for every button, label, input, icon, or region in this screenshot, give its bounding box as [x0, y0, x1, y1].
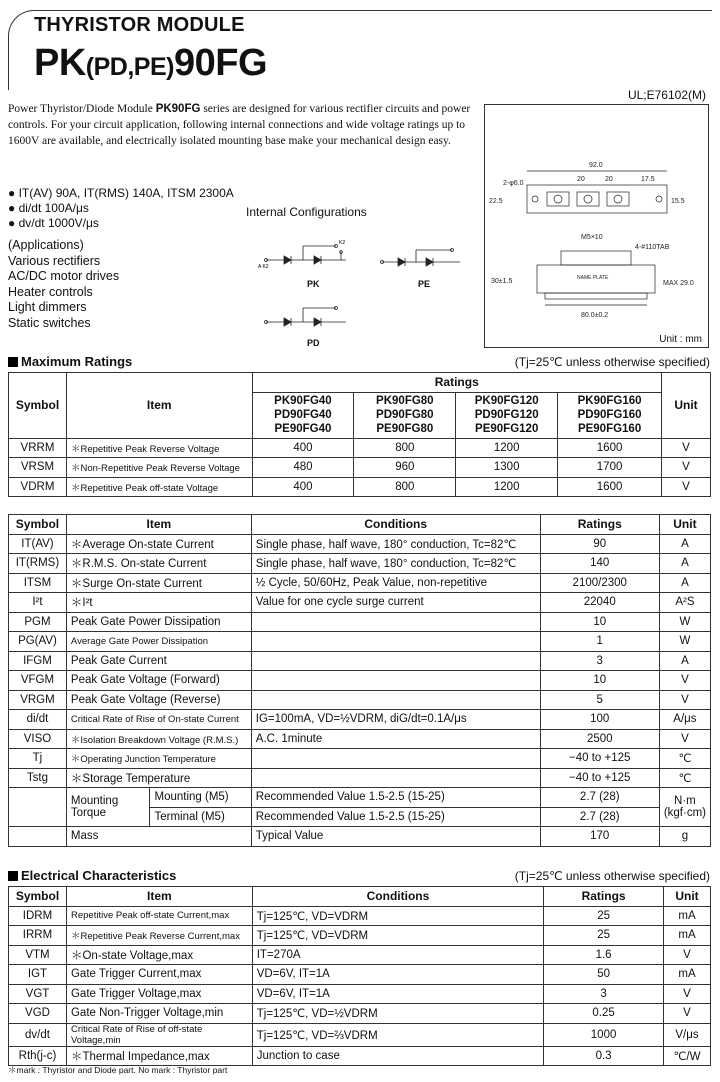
table-row: [9, 612, 711, 632]
mounting-row: [9, 788, 711, 808]
max-ratings-title: [8, 354, 132, 369]
cell-conditions: Recommended Value 1.5-2.5 (15-25): [251, 807, 540, 827]
dim-holes: 2-φ6.0: [503, 180, 524, 187]
cell-item: Gate Trigger Current,max: [66, 965, 252, 985]
cell-rating: 3: [540, 651, 659, 671]
cell-rating: 2.7 (28): [540, 807, 659, 827]
intro-series: PK90FG: [155, 103, 201, 115]
header-conditions: Conditions: [251, 515, 540, 535]
cell-conditions: A.C. 1minute: [251, 729, 540, 749]
cell-rating: 10: [540, 671, 659, 691]
applications: [8, 238, 119, 331]
cell-symbol: VRGM: [9, 690, 67, 710]
dim-height: 30±1.5: [491, 278, 513, 285]
model-name: PE90FG80: [376, 423, 434, 435]
feature-item: ● dv/dt 1000V/μs: [8, 216, 99, 230]
pk-label: PK: [307, 279, 320, 289]
cell-unit: A: [659, 554, 710, 574]
cell-unit: A: [659, 651, 710, 671]
drawing-unit: Unit : mm: [659, 334, 702, 345]
dim-depth: 22.5: [489, 198, 503, 205]
cell-conditions: [251, 671, 540, 691]
cell-value: 480: [252, 458, 354, 478]
feature-item: ● IT(AV) 90A, IT(RMS) 140A, ITSM 2300A: [8, 186, 234, 200]
cell-unit: ℃/W: [664, 1046, 711, 1066]
table-row: [9, 926, 711, 946]
cell-rating: 10: [540, 612, 659, 632]
model-prefix: PK: [34, 42, 86, 84]
cell-item: ＊Repetitive Peak Reverse Current,max: [66, 926, 252, 946]
dim-base: 80.0±0.2: [581, 312, 609, 319]
dim-max-height: MAX 29.0: [663, 280, 694, 287]
cell-unit: V: [664, 984, 711, 1004]
header-symbol: Symbol: [9, 515, 67, 535]
table-row: [9, 710, 711, 730]
cell-unit: V: [659, 690, 710, 710]
cell-conditions: Single phase, half wave, 180° conduction, Tc=82℃: [251, 554, 540, 574]
cell-rating: 100: [540, 710, 659, 730]
cell-item: Repetitive Peak off-state Current,max: [66, 906, 252, 926]
cell-rating: 0.3: [544, 1046, 664, 1066]
cell-unit: V: [662, 458, 711, 478]
header-symbol: Symbol: [9, 373, 67, 439]
max-ratings-note: (Tj=25℃ unless otherwise specified): [514, 355, 710, 369]
pe-circuit-diagram: [376, 246, 466, 276]
cell-rating: 50: [544, 965, 664, 985]
table-row: [9, 651, 711, 671]
cell-unit: V: [662, 438, 711, 458]
cell-conditions: Typical Value: [251, 827, 540, 847]
cell-rating: 2.7 (28): [540, 788, 659, 808]
mounting-sub: Terminal (M5): [150, 807, 251, 827]
cell-value: 1200: [456, 438, 558, 458]
cell-rating: 1: [540, 632, 659, 652]
application-item: Various rectifiers: [8, 253, 101, 268]
cell-symbol: VFGM: [9, 671, 67, 691]
header-item: Item: [66, 887, 252, 907]
table-row: [9, 1046, 711, 1066]
cell-unit: g: [659, 827, 710, 847]
cell-rating: 1000: [544, 1023, 664, 1046]
cell-symbol: ITSM: [9, 573, 67, 593]
cell-symbol: VGT: [9, 984, 67, 1004]
model-name: PK90FG80: [376, 395, 434, 407]
cell-symbol: [9, 788, 67, 827]
cell-rating: 0.25: [544, 1004, 664, 1024]
table-row: [9, 554, 711, 574]
cell-symbol: VTM: [9, 945, 67, 965]
cell-conditions: VD=6V, IT=1A: [252, 965, 543, 985]
cell-conditions: IT=270A: [252, 945, 543, 965]
model-name: PK90FG160: [577, 395, 642, 407]
cell-rating: −40 to +125: [540, 749, 659, 769]
cell-item: Gate Non-Trigger Voltage,min: [66, 1004, 252, 1024]
cell-rating: 3: [544, 984, 664, 1004]
cell-symbol: IT(RMS): [9, 554, 67, 574]
cell-conditions: Tj=125℃, VD=VDRM: [252, 906, 543, 926]
mechanical-drawing: [484, 104, 709, 348]
cell-conditions: [251, 632, 540, 652]
cell-unit: W: [659, 632, 710, 652]
cell-conditions: Single phase, half wave, 180° conduction, Tc=82℃: [251, 534, 540, 554]
cell-rating: 1.6: [544, 945, 664, 965]
applications-title: (Applications): [8, 238, 84, 252]
pk-circuit-diagram: [256, 238, 356, 276]
feature-item: ● di/dt 100A/μs: [8, 201, 89, 215]
model-group: [252, 392, 354, 438]
feature-list: [8, 186, 234, 231]
feature-text: dv/dt 1000V/μs: [18, 216, 99, 230]
svg-text:K2: K2: [339, 240, 346, 246]
cell-unit: A: [659, 573, 710, 593]
header-unit: Unit: [659, 515, 710, 535]
cell-value: 1700: [558, 458, 662, 478]
outline-drawing: [485, 105, 708, 335]
cell-conditions: ½ Cycle, 50/60Hz, Peak Value, non-repetitive: [251, 573, 540, 593]
header-item: Item: [66, 373, 252, 439]
cell-item: Peak Gate Current: [66, 651, 251, 671]
max-ratings-table: [8, 372, 711, 497]
cell-unit: V: [662, 477, 711, 497]
dim-edge: 17.5: [641, 176, 655, 183]
cell-conditions: VD=6V, IT=1A: [252, 984, 543, 1004]
cell-item: ＊Operating Junction Temperature: [66, 749, 251, 769]
pd-circuit-diagram: [256, 300, 356, 336]
cell-item: ＊Surge On-state Current: [66, 573, 251, 593]
cell-conditions: Recommended Value 1.5-2.5 (15-25): [251, 788, 540, 808]
electrical-title: [8, 868, 176, 883]
ul-listing: UL;E76102(M): [627, 88, 706, 102]
cell-unit: A/μs: [659, 710, 710, 730]
cell-value: 1200: [456, 477, 558, 497]
cell-symbol: VGD: [9, 1004, 67, 1024]
model-name: PK90FG40: [274, 395, 332, 407]
application-item: Light dimmers: [8, 300, 87, 314]
model-suffix: 90FG: [173, 42, 268, 84]
cell-symbol: VISO: [9, 729, 67, 749]
table-row: [9, 477, 711, 497]
dim-width: 92.0: [589, 162, 603, 169]
cell-item: Mass: [66, 827, 251, 847]
table-row: [9, 534, 711, 554]
cell-item: Peak Gate Voltage (Reverse): [66, 690, 251, 710]
header-conditions: Conditions: [252, 887, 543, 907]
cell-item: ＊On-state Voltage,max: [66, 945, 252, 965]
cell-symbol: PGM: [9, 612, 67, 632]
header-ratings: Ratings: [252, 373, 662, 393]
cell-unit: A²S: [659, 593, 710, 613]
cell-value: 800: [354, 438, 456, 458]
intro-paragraph: [8, 101, 473, 149]
internal-config-title: Internal Configurations: [246, 205, 367, 219]
cell-symbol: IGT: [9, 965, 67, 985]
cell-rating: 140: [540, 554, 659, 574]
intro-post: series are designed for various rectifier circuits and power controls. For your circuit application, following internal connections and wide voltage ratings up to 1600V are available, and electrically isolated mounting base make your mechanical design easy.: [8, 103, 471, 147]
cell-unit: N·m (kgf·cm): [659, 788, 710, 827]
cell-unit: A: [659, 534, 710, 554]
table-row: [9, 906, 711, 926]
cell-conditions: [251, 651, 540, 671]
cell-symbol: VRRM: [9, 438, 67, 458]
model-name: PE90FG160: [577, 423, 642, 435]
feature-text: di/dt 100A/μs: [18, 201, 89, 215]
cell-item: ＊Isolation Breakdown Voltage (R.M.S.): [66, 729, 251, 749]
cell-unit: V: [659, 729, 710, 749]
cell-symbol: PG(AV): [9, 632, 67, 652]
table-row: [9, 690, 711, 710]
table-row: [9, 729, 711, 749]
cell-rating: 25: [544, 926, 664, 946]
cell-symbol: Tj: [9, 749, 67, 769]
cell-symbol: [9, 827, 67, 847]
cell-unit: ℃: [659, 749, 710, 769]
cell-symbol: IT(AV): [9, 534, 67, 554]
cell-symbol: VDRM: [9, 477, 67, 497]
table-row: [9, 1023, 711, 1046]
cell-unit: W: [659, 612, 710, 632]
cell-symbol: IDRM: [9, 906, 67, 926]
cell-item: ＊Repetitive Peak Reverse Voltage: [66, 438, 252, 458]
pe-label: PE: [418, 279, 431, 289]
ratings-table: [8, 514, 711, 847]
header-symbol: Symbol: [9, 887, 67, 907]
electrical-table: [8, 886, 711, 1066]
cell-conditions: Tj=125℃, VD=½VDRM: [252, 1004, 543, 1024]
cell-unit: V: [659, 671, 710, 691]
cell-value: 1300: [456, 458, 558, 478]
svg-text:A K2: A K2: [258, 264, 269, 270]
cell-item: ＊Average On-state Current: [66, 534, 251, 554]
footer-note: ＊mark : Thyristor and Diode part. No mark : Thyristor part: [8, 1065, 228, 1075]
cell-symbol: VRSM: [9, 458, 67, 478]
electrical-note: (Tj=25℃ unless otherwise specified): [514, 869, 710, 883]
model-name: PD90FG40: [274, 409, 332, 421]
cell-rating: 5: [540, 690, 659, 710]
cell-value: 400: [252, 438, 354, 458]
cell-item: Average Gate Power Dissipation: [66, 632, 251, 652]
cell-conditions: [251, 768, 540, 788]
cell-conditions: Junction to case: [252, 1046, 543, 1066]
cell-symbol: Rth(j-c): [9, 1046, 67, 1066]
cell-conditions: [251, 612, 540, 632]
cell-symbol: di/dt: [9, 710, 67, 730]
cell-value: 1600: [558, 438, 662, 458]
table-row: [9, 573, 711, 593]
cell-rating: 2100/2300: [540, 573, 659, 593]
table-row: [9, 632, 711, 652]
cell-unit: V: [664, 945, 711, 965]
cell-item: Critical Rate of Rise of On-state Current: [66, 710, 251, 730]
cell-rating: 2500: [540, 729, 659, 749]
table-row: [9, 984, 711, 1004]
dim-screw: M5×10: [581, 234, 603, 241]
electrical-title-text: Electrical Characteristics: [21, 868, 177, 883]
feature-text: IT(AV) 90A, IT(RMS) 140A, ITSM 2300A: [18, 186, 234, 200]
cell-symbol: IFGM: [9, 651, 67, 671]
cell-unit: mA: [664, 926, 711, 946]
table-row: [9, 671, 711, 691]
cell-unit: V: [664, 1004, 711, 1024]
product-title: [34, 44, 267, 82]
cell-value: 800: [354, 477, 456, 497]
cell-rating: 170: [540, 827, 659, 847]
model-group: [558, 392, 662, 438]
product-category: THYRISTOR MODULE: [34, 14, 245, 36]
cell-rating: 22040: [540, 593, 659, 613]
cell-rating: 25: [544, 906, 664, 926]
cell-unit: mA: [664, 965, 711, 985]
table-row: [9, 438, 711, 458]
name-plate: NAME PLATE: [577, 275, 609, 281]
cell-value: 1600: [558, 477, 662, 497]
application-item: Heater controls: [8, 284, 93, 299]
cell-item: ＊I²t: [66, 593, 251, 613]
cell-conditions: Tj=125℃, VD=VDRM: [252, 926, 543, 946]
header-unit: Unit: [664, 887, 711, 907]
cell-value: 960: [354, 458, 456, 478]
cell-unit: ℃: [659, 768, 710, 788]
model-variants: (PD,PE): [85, 53, 174, 81]
cell-item: ＊Repetitive Peak off-state Voltage: [66, 477, 252, 497]
cell-symbol: IRRM: [9, 926, 67, 946]
max-ratings-title-text: Maximum Ratings: [21, 354, 133, 369]
cell-conditions: Value for one cycle surge current: [251, 593, 540, 613]
header-ratings: Ratings: [540, 515, 659, 535]
cell-symbol: dv/dt: [9, 1023, 67, 1046]
application-item: AC/DC motor drives: [8, 269, 120, 283]
model-group: [354, 392, 456, 438]
cell-conditions: Tj=125℃, VD=⅔VDRM: [252, 1023, 543, 1046]
table-row: [9, 1004, 711, 1024]
header-unit: Unit: [662, 373, 711, 439]
table-row: [9, 593, 711, 613]
cell-symbol: Tstg: [9, 768, 67, 788]
dim-right: 15.5: [671, 198, 685, 205]
table-row: [9, 458, 711, 478]
cell-value: 400: [252, 477, 354, 497]
cell-item: Peak Gate Voltage (Forward): [66, 671, 251, 691]
model-name: PE90FG120: [475, 423, 539, 435]
mass-row: [9, 827, 711, 847]
cell-item: ＊Non-Repetitive Peak Reverse Voltage: [66, 458, 252, 478]
cell-conditions: IG=100mA, VD=½VDRM, diG/dt=0.1A/μs: [251, 710, 540, 730]
cell-unit: mA: [664, 906, 711, 926]
pd-label: PD: [307, 338, 320, 348]
cell-conditions: [251, 690, 540, 710]
model-name: PD90FG160: [577, 409, 642, 421]
cell-item: ＊R.M.S. On-state Current: [66, 554, 251, 574]
table-row: [9, 749, 711, 769]
table-row: [9, 768, 711, 788]
table-row: [9, 945, 711, 965]
table-row: [9, 965, 711, 985]
header-item: Item: [66, 515, 251, 535]
intro-pre: Power Thyristor/Diode Module: [8, 103, 156, 115]
model-name: PD90FG80: [376, 409, 434, 421]
model-group: [456, 392, 558, 438]
application-item: Static switches: [8, 315, 91, 330]
cell-rating: −40 to +125: [540, 768, 659, 788]
model-name: PD90FG120: [474, 409, 539, 421]
cell-item: Peak Gate Power Dissipation: [66, 612, 251, 632]
header-ratings: Ratings: [544, 887, 664, 907]
cell-item: Gate Trigger Voltage,max: [66, 984, 252, 1004]
cell-rating: 90: [540, 534, 659, 554]
model-name: PE90FG40: [274, 423, 332, 435]
mounting-label: Mounting Torque: [66, 788, 150, 827]
dim-pitch-2: 20: [605, 176, 613, 183]
cell-conditions: [251, 749, 540, 769]
cell-item: ＊Thermal Impedance,max: [66, 1046, 252, 1066]
model-name: PK90FG120: [474, 395, 539, 407]
dim-tab: 4-#110TAB: [635, 244, 670, 251]
dim-pitch-1: 20: [577, 176, 585, 183]
mounting-sub: Mounting (M5): [150, 788, 251, 808]
cell-item: ＊Storage Temperature: [66, 768, 251, 788]
cell-unit: V/μs: [664, 1023, 711, 1046]
cell-item: Critical Rate of Rise of off-state Voltage,min: [66, 1023, 252, 1046]
cell-symbol: I²t: [9, 593, 67, 613]
